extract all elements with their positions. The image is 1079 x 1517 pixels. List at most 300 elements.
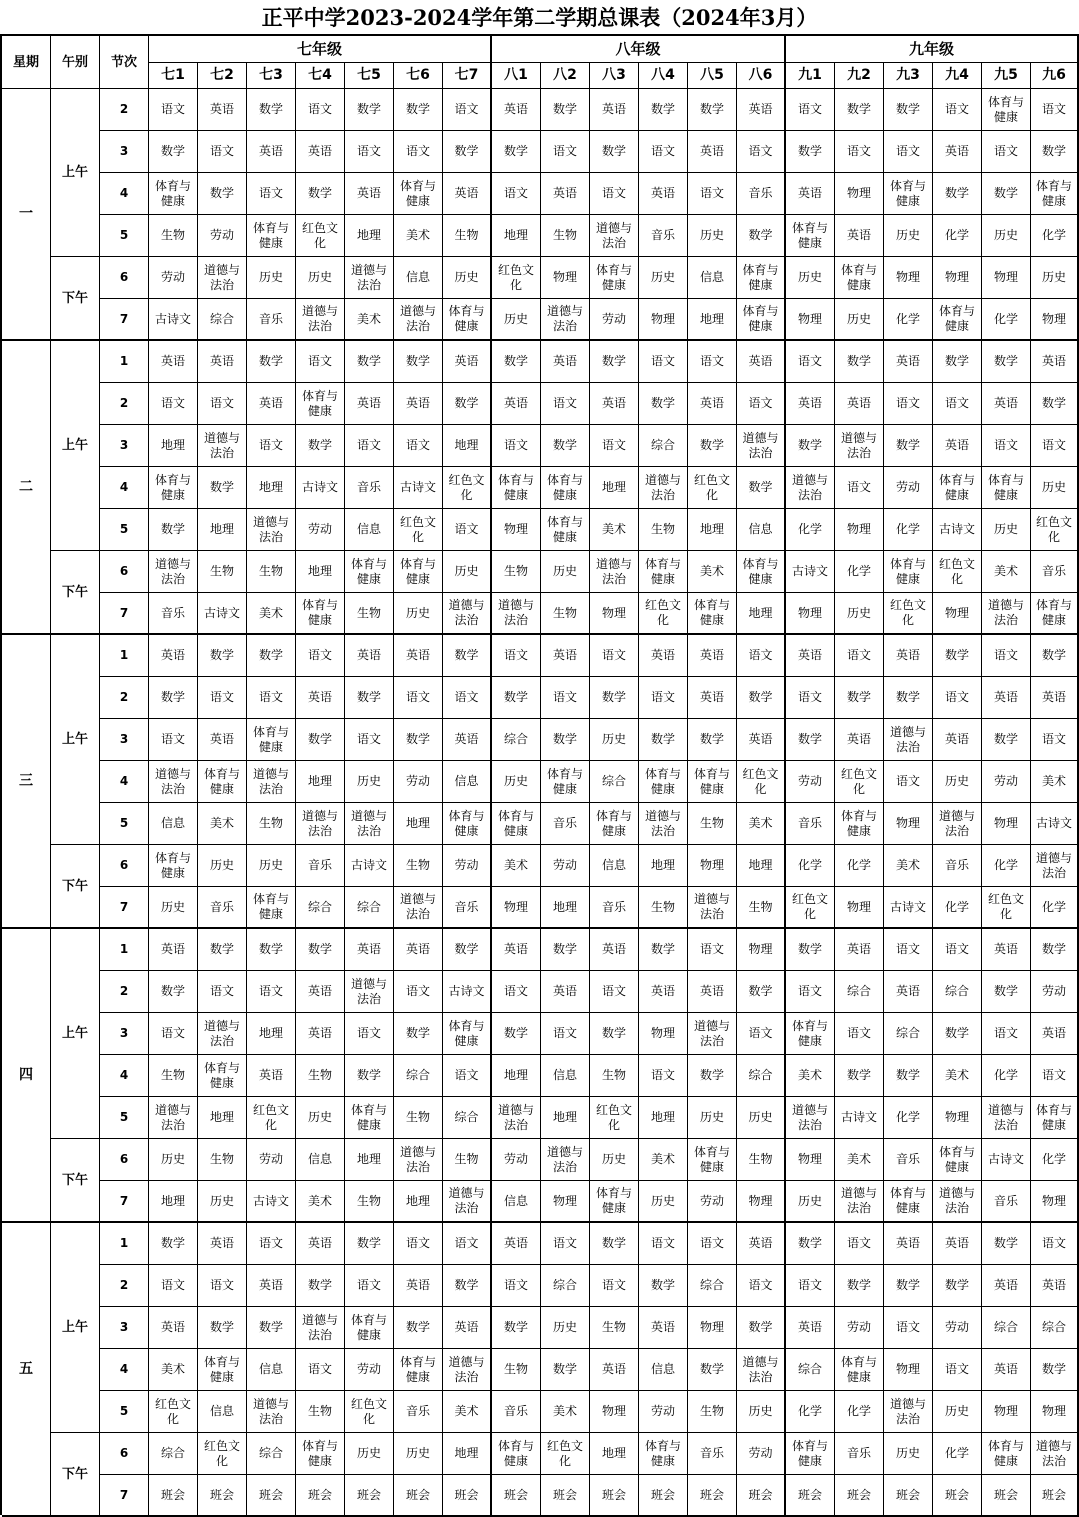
subject-cell: 信息 bbox=[296, 1139, 345, 1181]
subject-cell: 语文 bbox=[198, 1265, 247, 1307]
subject-cell: 语文 bbox=[345, 719, 394, 761]
period-number: 1 bbox=[100, 929, 149, 971]
subject-cell: 道德与法治 bbox=[688, 887, 737, 929]
subject-cell: 体育与健康 bbox=[198, 1055, 247, 1097]
subject-cell: 古诗文 bbox=[198, 593, 247, 635]
subject-cell: 体育与健康 bbox=[296, 1433, 345, 1475]
subject-cell: 语文 bbox=[394, 677, 443, 719]
subject-cell: 班会 bbox=[590, 1475, 639, 1517]
subject-cell: 英语 bbox=[835, 383, 884, 425]
subject-cell: 班会 bbox=[541, 1475, 590, 1517]
subject-cell: 物理 bbox=[737, 1181, 786, 1223]
subject-cell: 化学 bbox=[835, 1391, 884, 1433]
timetable-grid bbox=[0, 34, 1079, 1515]
subject-cell: 数学 bbox=[639, 719, 688, 761]
subject-cell: 体育与健康 bbox=[590, 257, 639, 299]
subject-cell: 英语 bbox=[198, 1223, 247, 1265]
subject-cell: 英语 bbox=[198, 89, 247, 131]
subject-cell: 劳动 bbox=[786, 761, 835, 803]
header-period: 节次 bbox=[100, 36, 149, 89]
period-number: 7 bbox=[100, 1181, 149, 1223]
subject-cell: 信息 bbox=[737, 509, 786, 551]
subject-cell: 物理 bbox=[639, 1013, 688, 1055]
subject-cell: 数学 bbox=[737, 971, 786, 1013]
subject-cell: 体育与健康 bbox=[737, 257, 786, 299]
subject-cell: 数学 bbox=[443, 383, 492, 425]
subject-cell: 语文 bbox=[933, 1349, 982, 1391]
subject-cell: 生物 bbox=[492, 551, 541, 593]
subject-cell: 物理 bbox=[933, 257, 982, 299]
subject-cell: 语文 bbox=[884, 761, 933, 803]
subject-cell: 体育与健康 bbox=[296, 383, 345, 425]
subject-cell: 历史 bbox=[933, 1391, 982, 1433]
period-number: 4 bbox=[100, 1349, 149, 1391]
class-header: 七6 bbox=[394, 63, 443, 89]
subject-cell: 英语 bbox=[639, 971, 688, 1013]
subject-cell: 历史 bbox=[296, 257, 345, 299]
subject-cell: 美术 bbox=[982, 551, 1031, 593]
subject-cell: 语文 bbox=[1031, 1055, 1079, 1097]
subject-cell: 道德与法治 bbox=[1031, 1433, 1079, 1475]
subject-cell: 语文 bbox=[786, 341, 835, 383]
subject-cell: 信息 bbox=[688, 257, 737, 299]
subject-cell: 信息 bbox=[590, 845, 639, 887]
subject-cell: 历史 bbox=[443, 551, 492, 593]
subject-cell: 物理 bbox=[982, 257, 1031, 299]
subject-cell: 物理 bbox=[492, 887, 541, 929]
subject-cell: 英语 bbox=[492, 929, 541, 971]
subject-cell: 历史 bbox=[688, 1097, 737, 1139]
subject-cell: 英语 bbox=[982, 1265, 1031, 1307]
subject-cell: 红色文化 bbox=[639, 593, 688, 635]
subject-cell: 语文 bbox=[443, 89, 492, 131]
subject-cell: 道德与法治 bbox=[590, 215, 639, 257]
subject-cell: 英语 bbox=[149, 341, 198, 383]
subject-cell: 英语 bbox=[492, 89, 541, 131]
subject-cell: 语文 bbox=[541, 1013, 590, 1055]
subject-cell: 道德与法治 bbox=[247, 1391, 296, 1433]
subject-cell: 数学 bbox=[884, 89, 933, 131]
subject-cell: 英语 bbox=[786, 635, 835, 677]
subject-cell: 红色文化 bbox=[296, 215, 345, 257]
period-number: 5 bbox=[100, 509, 149, 551]
subject-cell: 语文 bbox=[737, 383, 786, 425]
subject-cell: 道德与法治 bbox=[198, 425, 247, 467]
subject-cell: 劳动 bbox=[639, 1391, 688, 1433]
subject-cell: 语文 bbox=[884, 929, 933, 971]
subject-cell: 英语 bbox=[541, 635, 590, 677]
subject-cell: 语文 bbox=[982, 635, 1031, 677]
subject-cell: 地理 bbox=[149, 425, 198, 467]
subject-cell: 班会 bbox=[492, 1475, 541, 1517]
subject-cell: 数学 bbox=[345, 89, 394, 131]
subject-cell: 音乐 bbox=[933, 845, 982, 887]
subject-cell: 劳动 bbox=[835, 1307, 884, 1349]
subject-cell: 语文 bbox=[1031, 719, 1079, 761]
subject-cell: 语文 bbox=[737, 1013, 786, 1055]
subject-cell: 古诗文 bbox=[296, 467, 345, 509]
subject-cell: 红色文化 bbox=[835, 761, 884, 803]
subject-cell: 语文 bbox=[541, 1223, 590, 1265]
subject-cell: 综合 bbox=[443, 1097, 492, 1139]
subject-cell: 地理 bbox=[296, 761, 345, 803]
subject-cell: 综合 bbox=[198, 299, 247, 341]
subject-cell: 道德与法治 bbox=[737, 425, 786, 467]
subject-cell: 语文 bbox=[394, 131, 443, 173]
subject-cell: 英语 bbox=[688, 383, 737, 425]
subject-cell: 体育与健康 bbox=[394, 1349, 443, 1391]
subject-cell: 生物 bbox=[394, 1097, 443, 1139]
subject-cell: 物理 bbox=[639, 299, 688, 341]
subject-cell: 综合 bbox=[247, 1433, 296, 1475]
subject-cell: 体育与健康 bbox=[394, 551, 443, 593]
subject-cell: 信息 bbox=[247, 1349, 296, 1391]
subject-cell: 道德与法治 bbox=[296, 299, 345, 341]
subject-cell: 物理 bbox=[835, 887, 884, 929]
period-number: 4 bbox=[100, 173, 149, 215]
subject-cell: 语文 bbox=[737, 635, 786, 677]
subject-cell: 体育与健康 bbox=[688, 593, 737, 635]
subject-cell: 地理 bbox=[492, 1055, 541, 1097]
subject-cell: 英语 bbox=[639, 635, 688, 677]
subject-cell: 英语 bbox=[394, 929, 443, 971]
subject-cell: 道德与法治 bbox=[639, 803, 688, 845]
subject-cell: 语文 bbox=[149, 1013, 198, 1055]
subject-cell: 语文 bbox=[296, 341, 345, 383]
period-number: 3 bbox=[100, 425, 149, 467]
subject-cell: 数学 bbox=[982, 719, 1031, 761]
subject-cell: 历史 bbox=[541, 1307, 590, 1349]
subject-cell: 体育与健康 bbox=[198, 761, 247, 803]
subject-cell: 语文 bbox=[982, 131, 1031, 173]
subject-cell: 数学 bbox=[786, 1223, 835, 1265]
subject-cell: 体育与健康 bbox=[884, 173, 933, 215]
subject-cell: 语文 bbox=[1031, 89, 1079, 131]
subject-cell: 音乐 bbox=[149, 593, 198, 635]
subject-cell: 英语 bbox=[247, 131, 296, 173]
subject-cell: 语文 bbox=[639, 1223, 688, 1265]
subject-cell: 音乐 bbox=[345, 467, 394, 509]
subject-cell: 美术 bbox=[247, 593, 296, 635]
period-number: 3 bbox=[100, 1307, 149, 1349]
subject-cell: 语文 bbox=[1031, 1223, 1079, 1265]
subject-cell: 地理 bbox=[345, 1139, 394, 1181]
subject-cell: 古诗文 bbox=[1031, 803, 1079, 845]
subject-cell: 音乐 bbox=[590, 887, 639, 929]
subject-cell: 物理 bbox=[884, 257, 933, 299]
subject-cell: 英语 bbox=[296, 971, 345, 1013]
subject-cell: 语文 bbox=[541, 131, 590, 173]
subject-cell: 生物 bbox=[688, 803, 737, 845]
subject-cell: 历史 bbox=[884, 215, 933, 257]
subject-cell: 信息 bbox=[198, 1391, 247, 1433]
subject-cell: 生物 bbox=[394, 845, 443, 887]
period-number: 7 bbox=[100, 299, 149, 341]
subject-cell: 英语 bbox=[786, 173, 835, 215]
day-label: 五 bbox=[2, 1223, 51, 1517]
subject-cell: 体育与健康 bbox=[688, 1139, 737, 1181]
subject-cell: 英语 bbox=[590, 383, 639, 425]
subject-cell: 红色文化 bbox=[198, 1433, 247, 1475]
subject-cell: 英语 bbox=[394, 1265, 443, 1307]
subject-cell: 化学 bbox=[786, 509, 835, 551]
subject-cell: 班会 bbox=[1031, 1475, 1079, 1517]
class-header: 八5 bbox=[688, 63, 737, 89]
subject-cell: 道德与法治 bbox=[443, 1349, 492, 1391]
subject-cell: 地理 bbox=[394, 1181, 443, 1223]
subject-cell: 语文 bbox=[443, 677, 492, 719]
subject-cell: 音乐 bbox=[296, 845, 345, 887]
subject-cell: 生物 bbox=[247, 803, 296, 845]
subject-cell: 体育与健康 bbox=[345, 551, 394, 593]
subject-cell: 语文 bbox=[149, 383, 198, 425]
subject-cell: 班会 bbox=[149, 1475, 198, 1517]
subject-cell: 体育与健康 bbox=[541, 761, 590, 803]
subject-cell: 道德与法治 bbox=[345, 257, 394, 299]
subject-cell: 体育与健康 bbox=[982, 467, 1031, 509]
subject-cell: 班会 bbox=[933, 1475, 982, 1517]
subject-cell: 道德与法治 bbox=[443, 1181, 492, 1223]
subject-cell: 数学 bbox=[149, 971, 198, 1013]
subject-cell: 数学 bbox=[1031, 131, 1079, 173]
subject-cell: 数学 bbox=[198, 635, 247, 677]
subject-cell: 英语 bbox=[541, 341, 590, 383]
subject-cell: 历史 bbox=[590, 719, 639, 761]
subject-cell: 语文 bbox=[345, 131, 394, 173]
subject-cell: 历史 bbox=[345, 761, 394, 803]
subject-cell: 数学 bbox=[590, 1013, 639, 1055]
class-header: 九3 bbox=[884, 63, 933, 89]
period-number: 3 bbox=[100, 1013, 149, 1055]
period-number: 7 bbox=[100, 593, 149, 635]
subject-cell: 物理 bbox=[590, 1391, 639, 1433]
subject-cell: 道德与法治 bbox=[884, 719, 933, 761]
subject-cell: 数学 bbox=[1031, 383, 1079, 425]
subject-cell: 体育与健康 bbox=[737, 551, 786, 593]
subject-cell: 地理 bbox=[639, 1097, 688, 1139]
subject-cell: 道德与法治 bbox=[247, 761, 296, 803]
subject-cell: 劳动 bbox=[982, 761, 1031, 803]
subject-cell: 英语 bbox=[1031, 677, 1079, 719]
subject-cell: 数学 bbox=[296, 173, 345, 215]
subject-cell: 化学 bbox=[933, 1433, 982, 1475]
subject-cell: 地理 bbox=[688, 509, 737, 551]
subject-cell: 语文 bbox=[835, 1223, 884, 1265]
subject-cell: 物理 bbox=[688, 845, 737, 887]
subject-cell: 物理 bbox=[933, 593, 982, 635]
subject-cell: 劳动 bbox=[688, 1181, 737, 1223]
subject-cell: 语文 bbox=[149, 1265, 198, 1307]
subject-cell: 英语 bbox=[296, 131, 345, 173]
subject-cell: 物理 bbox=[884, 803, 933, 845]
subject-cell: 体育与健康 bbox=[541, 509, 590, 551]
subject-cell: 英语 bbox=[198, 341, 247, 383]
subject-cell: 综合 bbox=[835, 971, 884, 1013]
subject-cell: 美术 bbox=[835, 1139, 884, 1181]
subject-cell: 英语 bbox=[884, 971, 933, 1013]
subject-cell: 语文 bbox=[835, 467, 884, 509]
subject-cell: 英语 bbox=[982, 1349, 1031, 1391]
subject-cell: 体育与健康 bbox=[737, 299, 786, 341]
subject-cell: 美术 bbox=[639, 1139, 688, 1181]
subject-cell: 体育与健康 bbox=[443, 299, 492, 341]
subject-cell: 古诗文 bbox=[394, 467, 443, 509]
subject-cell: 数学 bbox=[345, 1223, 394, 1265]
subject-cell: 英语 bbox=[394, 383, 443, 425]
period-number: 5 bbox=[100, 215, 149, 257]
subject-cell: 数学 bbox=[296, 1265, 345, 1307]
subject-cell: 劳动 bbox=[443, 845, 492, 887]
subject-cell: 语文 bbox=[786, 89, 835, 131]
subject-cell: 历史 bbox=[982, 509, 1031, 551]
subject-cell: 地理 bbox=[688, 299, 737, 341]
subject-cell: 语文 bbox=[639, 1055, 688, 1097]
subject-cell: 道德与法治 bbox=[933, 1181, 982, 1223]
subject-cell: 信息 bbox=[149, 803, 198, 845]
period-number: 2 bbox=[100, 1265, 149, 1307]
subject-cell: 地理 bbox=[296, 551, 345, 593]
subject-cell: 数学 bbox=[198, 173, 247, 215]
day-label: 一 bbox=[2, 89, 51, 341]
subject-cell: 化学 bbox=[982, 1055, 1031, 1097]
subject-cell: 英语 bbox=[247, 1265, 296, 1307]
subject-cell: 美术 bbox=[884, 845, 933, 887]
subject-cell: 历史 bbox=[786, 1181, 835, 1223]
half-am-label: 上午 bbox=[51, 341, 100, 551]
period-number: 6 bbox=[100, 1433, 149, 1475]
subject-cell: 体育与健康 bbox=[688, 761, 737, 803]
subject-cell: 数学 bbox=[933, 341, 982, 383]
subject-cell: 道德与法治 bbox=[296, 803, 345, 845]
subject-cell: 道德与法治 bbox=[590, 551, 639, 593]
header-day: 星期 bbox=[2, 36, 51, 89]
subject-cell: 数学 bbox=[688, 719, 737, 761]
subject-cell: 体育与健康 bbox=[345, 1097, 394, 1139]
subject-cell: 数学 bbox=[639, 929, 688, 971]
subject-cell: 综合 bbox=[688, 1265, 737, 1307]
subject-cell: 数学 bbox=[786, 719, 835, 761]
subject-cell: 数学 bbox=[1031, 929, 1079, 971]
period-number: 4 bbox=[100, 467, 149, 509]
subject-cell: 地理 bbox=[394, 803, 443, 845]
subject-cell: 数学 bbox=[247, 635, 296, 677]
subject-cell: 数学 bbox=[884, 677, 933, 719]
subject-cell: 语文 bbox=[492, 425, 541, 467]
class-header: 九1 bbox=[786, 63, 835, 89]
subject-cell: 英语 bbox=[590, 89, 639, 131]
subject-cell: 劳动 bbox=[149, 257, 198, 299]
subject-cell: 数学 bbox=[198, 1307, 247, 1349]
subject-cell: 美术 bbox=[345, 299, 394, 341]
subject-cell: 英语 bbox=[688, 677, 737, 719]
subject-cell: 语文 bbox=[835, 1013, 884, 1055]
subject-cell: 体育与健康 bbox=[149, 173, 198, 215]
subject-cell: 语文 bbox=[492, 173, 541, 215]
subject-cell: 数学 bbox=[296, 929, 345, 971]
subject-cell: 体育与健康 bbox=[1031, 1097, 1079, 1139]
subject-cell: 数学 bbox=[933, 173, 982, 215]
subject-cell: 数学 bbox=[982, 173, 1031, 215]
subject-cell: 数学 bbox=[247, 929, 296, 971]
subject-cell: 美术 bbox=[443, 1391, 492, 1433]
subject-cell: 综合 bbox=[982, 1307, 1031, 1349]
half-pm-label: 下午 bbox=[51, 1139, 100, 1223]
subject-cell: 物理 bbox=[835, 509, 884, 551]
subject-cell: 英语 bbox=[835, 929, 884, 971]
subject-cell: 语文 bbox=[688, 341, 737, 383]
subject-cell: 物理 bbox=[786, 299, 835, 341]
subject-cell: 地理 bbox=[737, 845, 786, 887]
subject-cell: 数学 bbox=[247, 1307, 296, 1349]
subject-cell: 体育与健康 bbox=[639, 1433, 688, 1475]
subject-cell: 班会 bbox=[198, 1475, 247, 1517]
subject-cell: 历史 bbox=[247, 845, 296, 887]
subject-cell: 体育与健康 bbox=[786, 1013, 835, 1055]
subject-cell: 英语 bbox=[786, 383, 835, 425]
day-label: 三 bbox=[2, 635, 51, 929]
subject-cell: 英语 bbox=[737, 89, 786, 131]
subject-cell: 英语 bbox=[1031, 1265, 1079, 1307]
subject-cell: 英语 bbox=[443, 341, 492, 383]
subject-cell: 古诗文 bbox=[884, 887, 933, 929]
page-title: 正平中学2023-2024学年第二学期总课表（2024年3月） bbox=[261, 5, 818, 30]
subject-cell: 语文 bbox=[1031, 425, 1079, 467]
subject-cell: 地理 bbox=[541, 1097, 590, 1139]
subject-cell: 信息 bbox=[639, 1349, 688, 1391]
subject-cell: 道德与法治 bbox=[688, 1013, 737, 1055]
grade-header: 八年级 bbox=[492, 36, 786, 63]
subject-cell: 英语 bbox=[1031, 341, 1079, 383]
subject-cell: 数学 bbox=[492, 677, 541, 719]
subject-cell: 数学 bbox=[982, 1223, 1031, 1265]
class-header: 九6 bbox=[1031, 63, 1079, 89]
subject-cell: 数学 bbox=[149, 1223, 198, 1265]
subject-cell: 语文 bbox=[443, 1055, 492, 1097]
period-number: 5 bbox=[100, 1391, 149, 1433]
subject-cell: 数学 bbox=[835, 341, 884, 383]
subject-cell: 化学 bbox=[786, 1391, 835, 1433]
subject-cell: 数学 bbox=[541, 719, 590, 761]
subject-cell: 历史 bbox=[247, 257, 296, 299]
subject-cell: 数学 bbox=[1031, 635, 1079, 677]
subject-cell: 历史 bbox=[590, 1139, 639, 1181]
subject-cell: 数学 bbox=[345, 677, 394, 719]
subject-cell: 数学 bbox=[786, 929, 835, 971]
subject-cell: 班会 bbox=[688, 1475, 737, 1517]
subject-cell: 数学 bbox=[688, 425, 737, 467]
subject-cell: 道德与法治 bbox=[884, 1391, 933, 1433]
subject-cell: 英语 bbox=[884, 341, 933, 383]
period-number: 2 bbox=[100, 677, 149, 719]
subject-cell: 数学 bbox=[835, 677, 884, 719]
subject-cell: 道德与法治 bbox=[541, 299, 590, 341]
subject-cell: 语文 bbox=[688, 1223, 737, 1265]
subject-cell: 美术 bbox=[688, 551, 737, 593]
subject-cell: 语文 bbox=[492, 971, 541, 1013]
subject-cell: 地理 bbox=[639, 845, 688, 887]
subject-cell: 体育与健康 bbox=[296, 593, 345, 635]
subject-cell: 地理 bbox=[345, 215, 394, 257]
subject-cell: 综合 bbox=[933, 971, 982, 1013]
subject-cell: 化学 bbox=[933, 887, 982, 929]
subject-cell: 英语 bbox=[737, 341, 786, 383]
period-number: 6 bbox=[100, 551, 149, 593]
subject-cell: 体育与健康 bbox=[639, 761, 688, 803]
period-number: 6 bbox=[100, 845, 149, 887]
subject-cell: 历史 bbox=[835, 593, 884, 635]
subject-cell: 英语 bbox=[149, 635, 198, 677]
subject-cell: 生物 bbox=[590, 1055, 639, 1097]
